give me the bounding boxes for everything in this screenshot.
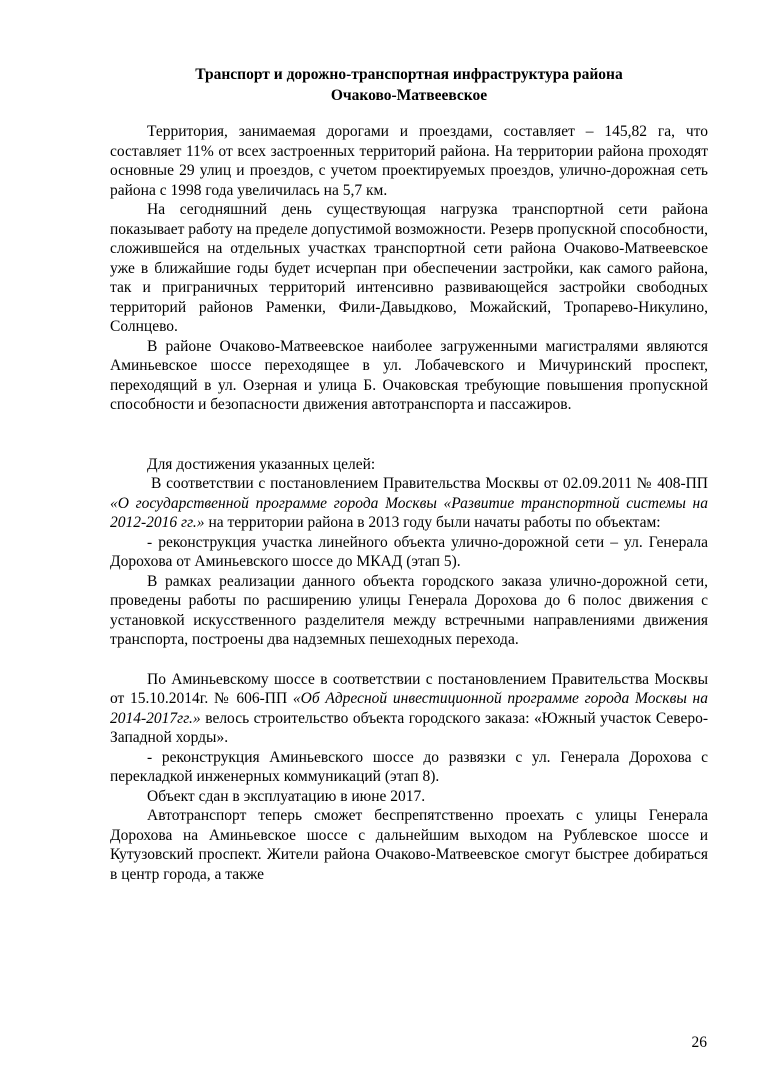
decree-2014-program: «Об Адресной инвестиционной программе города Москвы на 2014-2017гг.»: [110, 690, 708, 727]
decree-2014-tail: велось строительство объекта городского заказа: «Южный участок Северо-Западной хорды».: [110, 709, 708, 746]
paragraph-road-area: Территория, занимаемая дорогами и проездами, составляет – 145,82 га, что составляет 11% от всех застроенных территорий района. На территории района проходят основные 29 улиц и проездов, с учетом проектируемых проездов, улично-дорожная сеть района с 1998 года увеличилась на 5,7 км.: [110, 123, 708, 199]
page-number: 26: [691, 1034, 707, 1051]
document-page: [110, 64, 708, 884]
paragraph-busy-highways: В районе Очаково-Матвеевское наиболее загруженными магистралями являются Аминьевское шоссе переходящее в ул. Лобачевского и Мичуринский проспект, переходящий в ул. Озерная и улица Б. Очаковская требующие повышения пропускной способности и безопасности движения автотранспорта и пассажиров.: [110, 337, 708, 413]
paragraph-decree-2014: [110, 670, 708, 748]
paragraph-commissioned: Объект сдан в эксплуатацию в июне 2017.: [147, 787, 426, 805]
paragraph-works-done: В рамках реализации данного объекта городского заказа улично-дорожной сети, проведены работы по расширению улицы Генерала Дорохова до 6 полос движения с установкой искусственного разделителя между встречными направлениями движения транспорта, построены два надземных пешеходных перехода.: [110, 572, 708, 648]
decree-2011-program: «О государственной программе города Москвы «Развитие транспортной системы на 2012-2016 гг.»: [110, 494, 708, 531]
paragraph-goals: Для достижения указанных целей:: [147, 455, 376, 473]
page-title: [110, 64, 708, 106]
decree-2011-tail: на территории района в 2013 году были начаты работы по объектам:: [204, 514, 661, 531]
paragraph-traffic: Автотранспорт теперь сможет беспрепятственно проехать с улицы Генерала Дорохова на Аминьевское шоссе с дальнейшим выходом на Рублевское шоссе и Кутузовский проспект. Жители района Очаково-Матвеевское смогут быстрее добираться в центр города, а также: [110, 807, 708, 883]
decree-2014-text: По Аминьевскому шоссе в соответствии с постановлением Правительства Москвы от 15.10.2014г. № 606-ПП: [110, 670, 708, 707]
title-line-1: Транспорт и дорожно-транспортная инфраструктура района: [195, 66, 623, 83]
paragraph-decree-2011: [110, 474, 708, 533]
spacer: [110, 415, 708, 455]
paragraph-network-load: На сегодняшний день существующая нагрузка транспортной сети района показывает работу на пределе допустимой возможности. Резерв пропускной способности, сложившейся на отдельных участках транспортной сети района Очаково-Матвеевское уже в ближайшие годы будет исчерпан при обеспечении застройки, как самого района, так и приграничных территорий интенсивно развивающейся застройки свободных территорий районов Раменки, Фили-Давыдково, Можайский, Тропарево-Никулино, Солнцево.: [110, 201, 708, 335]
title-line-2: Очаково-Матвеевское: [330, 87, 488, 104]
decree-2011-text: В соответствии с постановлением Правительства Москвы от 02.09.2011 № 408-ПП: [151, 475, 708, 492]
spacer: [110, 650, 708, 670]
paragraph-reconstruction-aminevskoe: - реконструкция Аминьевского шоссе до развязки с ул. Генерала Дорохова с перекладкой инженерных коммуникаций (этап 8).: [110, 748, 708, 785]
paragraph-reconstruction-dorohova: - реконструкция участка линейного объекта улично-дорожной сети – ул. Генерала Дорохова от Аминьевского шоссе до МКАД (этап 5).: [110, 533, 708, 570]
